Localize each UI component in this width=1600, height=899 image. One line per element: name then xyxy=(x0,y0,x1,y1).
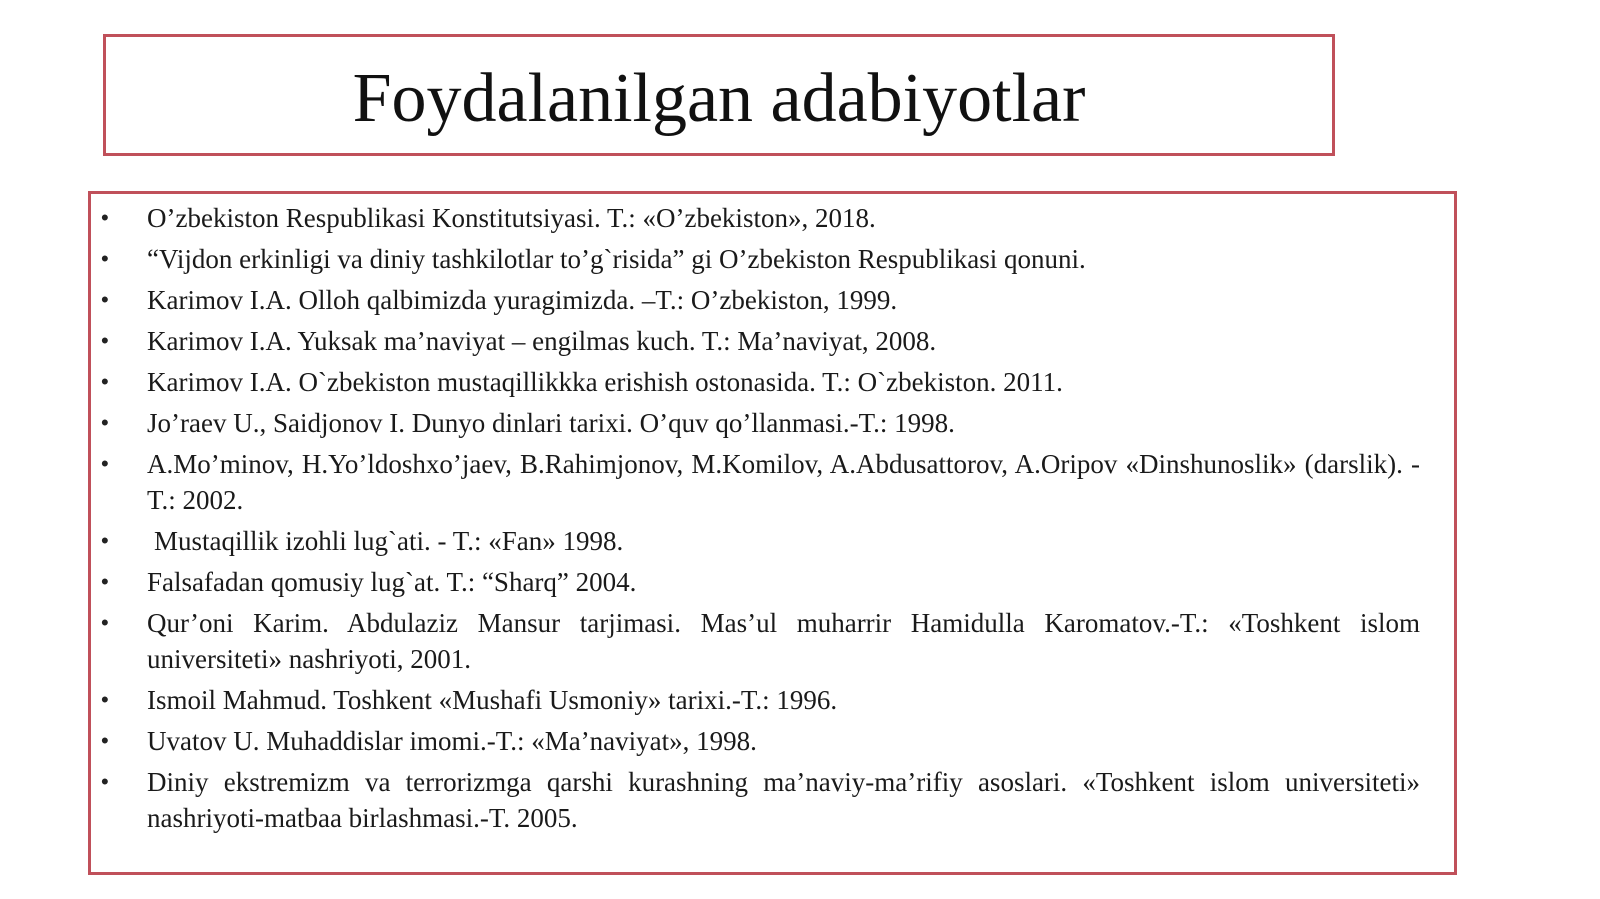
reference-text: Karimov I.A. Yuksak ma’naviyat – engilmas kuch. T.: Ma’naviyat, 2008. xyxy=(147,326,937,356)
bullet-icon: • xyxy=(101,205,109,230)
bullet-icon: • xyxy=(101,287,109,312)
bullet-icon: • xyxy=(101,410,109,435)
bullet-icon: • xyxy=(101,728,109,753)
reference-text: Karimov I.A. Olloh qalbimizda yuragimizda. –T.: O’zbekiston, 1999. xyxy=(147,285,898,315)
bullet-icon: • xyxy=(101,769,109,794)
bullet-icon: • xyxy=(101,369,109,394)
references-box xyxy=(88,191,1457,875)
page-title: Foydalanilgan adabiyotlar xyxy=(352,60,1086,137)
reference-text: A.Mo’minov, H.Yo’ldoshxo’jaev, B.Rahimjonov, M.Komilov, A.Abdusattorov, A.Oripov «Dinshunoslik» (darslik). - T.: 2002. xyxy=(147,449,1420,515)
reference-text: Mustaqillik izohli lug`ati. - T.: «Fan» 1998. xyxy=(154,526,624,556)
bullet-icon: • xyxy=(101,569,109,594)
reference-text: “Vijdon erkinligi va diniy tashkilotlar to’g`risida” gi O’zbekiston Respublikasi qonuni. xyxy=(147,244,1086,274)
bullet-icon: • xyxy=(101,328,109,353)
reference-text: Uvatov U. Muhaddislar imomi.-T.: «Ma’naviyat», 1998. xyxy=(147,726,757,756)
bullet-icon: • xyxy=(101,687,109,712)
bullet-icon: • xyxy=(101,246,109,271)
bullet-icon: • xyxy=(101,528,109,553)
reference-text: Karimov I.A. O`zbekiston mustaqillikkka erishish ostonasida. T.: O`zbekiston. 2011. xyxy=(147,367,1063,397)
reference-text: Qur’oni Karim. Abdulaziz Mansur tarjimasi. Mas’ul muharrir Hamidulla Karomatov.-T.: «Toshkent islom universiteti» nashriyoti, 2001. xyxy=(147,608,1420,674)
reference-text: Ismoil Mahmud. Toshkent «Mushafi Usmoniy» tarixi.-T.: 1996. xyxy=(147,685,838,715)
title-box xyxy=(103,34,1335,156)
bullet-icon: • xyxy=(101,610,109,635)
reference-text: Diniy ekstremizm va terrorizmga qarshi kurashning ma’naviy-ma’rifiy asoslari. «Toshkent islom universiteti» nashriyoti-matbaa birlashmasi.-T. 2005. xyxy=(147,767,1420,833)
reference-text: Jo’raev U., Saidjonov I. Dunyo dinlari tarixi. O’quv qo’llanmasi.-T.: 1998. xyxy=(147,408,955,438)
reference-text: O’zbekiston Respublikasi Konstitutsiyasi. T.: «O’zbekiston», 2018. xyxy=(147,203,876,233)
reference-text: Falsafadan qomusiy lug`at. T.: “Sharq” 2004. xyxy=(147,567,637,597)
bullet-icon: • xyxy=(101,451,109,476)
